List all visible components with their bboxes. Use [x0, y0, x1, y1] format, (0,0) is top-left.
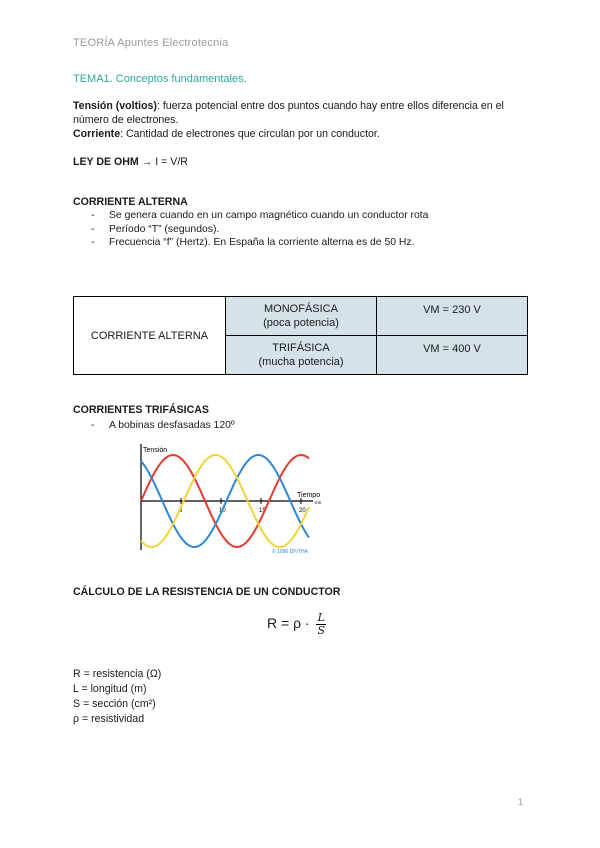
tension-text: : fuerza potencial entre dos puntos cuando hay entre ellos diferencia en el número de electrones. — [73, 100, 504, 126]
corriente-text: : Cantidad de electrones que circulan por un conductor. — [120, 128, 380, 140]
formula-numerator: L — [317, 611, 325, 624]
figure-copyright: © 1996 DIVTHA — [272, 549, 308, 555]
list-item: - Período “T” (segundos). — [73, 223, 543, 237]
trifasicas-heading: CORRIENTES TRIFÁSICAS — [73, 404, 209, 416]
trifasica-cell — [226, 336, 377, 375]
monofasica-note: (poca potencia) — [263, 317, 339, 329]
list-item: - A bobinas desfasadas 120º — [73, 419, 473, 433]
corriente-term: Corriente — [73, 128, 121, 140]
resistance-formula — [267, 612, 326, 637]
formula-denominator: S — [317, 624, 326, 637]
formula-fraction — [316, 612, 326, 637]
three-phase-waveform — [137, 442, 342, 557]
tension-term: Tensión (voltios) — [73, 100, 157, 112]
trifasica-note: (mucha potencia) — [258, 356, 344, 368]
formula-lhs: R = ρ · — [267, 615, 310, 632]
table-label-cell: CORRIENTE ALTERNA — [74, 297, 226, 375]
ohm-arrow: → — [141, 156, 153, 168]
x-tick-label: 20 — [299, 508, 306, 514]
def-resistencia: R = resistencia (Ω) — [73, 668, 162, 680]
alterna-heading: CORRIENTE ALTERNA — [73, 196, 188, 208]
list-item: - Se genera cuando en un campo magnético cuando un conductor rota — [73, 209, 543, 223]
monofasica-value: VM = 230 V — [377, 297, 528, 336]
x-axis-unit: ms — [315, 500, 321, 505]
document-header: TEORÍA Apuntes Electrotecnia — [73, 37, 229, 49]
section-title: TEMA1. Conceptos fundamentales. — [73, 73, 247, 85]
x-tick-label: 10 — [219, 508, 226, 514]
ohm-formula: I = V/R — [155, 156, 188, 168]
def-longitud: L = longitud (m) — [73, 683, 147, 695]
def-resistividad: ρ = resistividad — [73, 713, 145, 725]
monofasica-type: MONOFÁSICA — [264, 303, 338, 315]
resistencia-heading: CÁLCULO DE LA RESISTENCIA DE UN CONDUCTOR — [73, 586, 341, 598]
corriente-alterna-table — [73, 296, 528, 375]
page-number: 1 — [518, 797, 524, 807]
trifasica-type: TRIFÁSICA — [272, 342, 330, 354]
trifasica-value: VM = 400 V — [377, 336, 528, 375]
y-axis-label: Tensión — [143, 447, 168, 454]
ohm-label: LEY DE OHM — [73, 156, 139, 168]
x-axis-label: Tiempo — [297, 492, 321, 499]
monofasica-cell — [226, 297, 377, 336]
x-tick-label: 15 — [259, 508, 266, 514]
tick-marks — [179, 498, 306, 514]
tension-definition — [73, 99, 533, 127]
list-item: - Frecuencia “f” (Hertz). En España la corriente alterna es de 50 Hz. — [73, 236, 543, 250]
trifasicas-list — [73, 419, 473, 433]
alterna-list — [73, 209, 543, 250]
corriente-definition — [73, 127, 533, 141]
x-tick-label: 5 — [179, 508, 183, 514]
def-seccion: S = sección (cm²) — [73, 698, 156, 710]
ohm-law — [73, 155, 533, 169]
